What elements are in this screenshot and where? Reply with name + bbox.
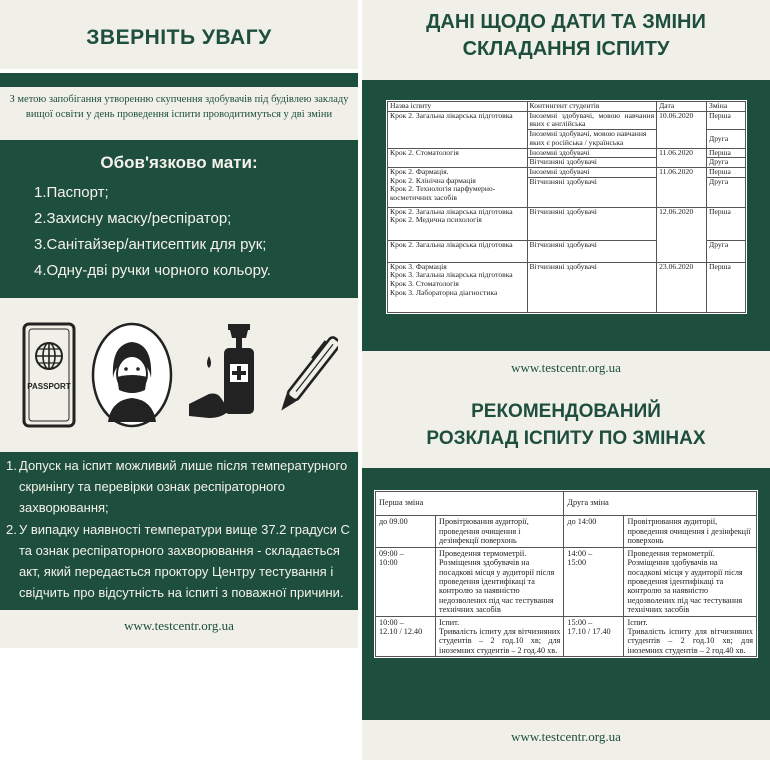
description-cell: Проведення термометрії. Розміщення здобувачів на посадкові місця у аудиторії після проведення ідентифікаці та контролю за наявністю недозволених під час тестування технічних засобів	[436, 547, 564, 616]
title-line: СКЛАДАННЯ ІСПИТУ	[462, 38, 670, 60]
note-text: У випадку наявності температури вище 37.2 градуси С та ознак респіраторного захворювання - складається акт, який передається проктору Центру тестування і свідчить про відсутність на іспиті з поважної причини.	[19, 522, 350, 600]
schedule-table-wrap	[374, 490, 758, 658]
exam-cell: Крок 2. Загальна лікарська підготовка Крок 2. Медична психологія	[388, 207, 528, 240]
note-number: 1.	[6, 458, 17, 473]
time-cell: 10:00 – 12.10 / 12.40	[376, 616, 436, 657]
website-url: www.testcentr.org.ua	[511, 729, 621, 744]
shift-cell: Перша	[707, 262, 746, 312]
note-number: 2.	[6, 522, 17, 537]
note-item	[6, 455, 354, 518]
contingent-cell: Вітчизняні здобувачі	[527, 262, 657, 312]
description-cell: Провітрювання аудиторії, проведення очищення і дезінфекції поверхонь	[624, 516, 757, 547]
shift-cell: Перша	[707, 148, 746, 158]
notes-box	[0, 452, 358, 610]
table-header-row	[376, 492, 757, 516]
exam-cell: Крок 2. Стоматологія	[388, 148, 528, 167]
title-line: ДАНІ ЩОДО ДАТИ ТА ЗМІНИ	[426, 11, 706, 33]
must-have-list	[34, 180, 271, 284]
schedule-band	[362, 468, 770, 720]
date-cell: 12.06.2020	[657, 207, 707, 262]
shift-cell: Перша	[707, 111, 746, 129]
time-cell: 14:00 – 15:00	[564, 547, 624, 616]
pen-icon	[280, 322, 338, 428]
list-item: 4.Одну-дві ручки чорного кольору.	[34, 262, 271, 279]
exam-cell: Крок 2. Фармація. Крок 2. Клінічна фармація Крок 2. Технологія парфумерно-косметичних засобів	[388, 168, 528, 208]
contingent-cell: Іноземні здобувачі, мовою навчання яких є англійська	[527, 111, 657, 129]
table-row	[388, 168, 746, 178]
date-cell: 10.06.2020	[657, 111, 707, 148]
contingent-cell: Іноземні здобувачі, мовою навчання яких є російська / українська	[527, 130, 657, 148]
time-cell: до 14:00	[564, 516, 624, 547]
date-cell: 11.06.2020	[657, 168, 707, 208]
header-cell: Перша зміна	[376, 492, 564, 516]
list-item: 1.Паспорт;	[34, 184, 109, 201]
table-row	[388, 262, 746, 312]
exam-cell: Крок 2. Загальна лікарська підготовка	[388, 111, 528, 148]
time-cell: 15:00 – 17.10 / 17.40	[564, 616, 624, 657]
intro-text: З метою запобігання утворенню скупчення здобувачів під будівлею закладу вищої освіти у день проведення іспити проводитимуться у дві зміни	[9, 94, 349, 121]
contingent-cell: Вітчизняні здобувачі	[527, 207, 657, 240]
shift-cell: Друга	[707, 177, 746, 207]
exam-dates-panel	[362, 0, 770, 388]
exam-dates-title	[362, 9, 770, 63]
header-cell: Друга зміна	[564, 492, 757, 516]
date-cell: 23.06.2020	[657, 262, 707, 312]
exam-dates-table-wrap	[386, 100, 747, 314]
passport-label: PASSPORT	[27, 382, 71, 391]
contingent-cell: Вітчизняні здобувачі	[527, 240, 657, 262]
divider	[0, 73, 358, 87]
header-cell: Контингент студентів	[527, 102, 657, 112]
table-row	[376, 547, 757, 616]
table-row	[376, 516, 757, 547]
shift-cell: Перша	[707, 207, 746, 240]
title-line: РОЗКЛАД ІСПИТУ ПО ЗМІНАХ	[426, 428, 706, 449]
title-line: РЕКОМЕНДОВАНИЙ	[471, 401, 661, 422]
header-cell: Зміна	[707, 102, 746, 112]
shift-cell: Друга	[707, 240, 746, 262]
contingent-cell: Вітчизняні здобувачі	[527, 177, 657, 207]
shift-cell: Перша	[707, 168, 746, 178]
description-cell: Провітрювання аудиторії, проведення очищення і дезінфекції поверхонь	[436, 516, 564, 547]
exam-cell: Крок 3. Фармація Крок 3. Загальна лікарська підготовка Крок 3. Стоматологія Крок 3. Лабораторна діагностика	[388, 262, 528, 312]
note-text: Допуск на іспит можливий лише після температурного скринінгу та перевірки ознак респіраторного захворювання;	[19, 458, 348, 515]
table-header-row	[388, 102, 746, 112]
attention-title: ЗВЕРНІТЬ УВАГУ	[0, 6, 358, 69]
date-cell: 11.06.2020	[657, 148, 707, 167]
contingent-cell: Іноземні здобувачі	[527, 148, 657, 158]
must-have-box	[0, 140, 358, 298]
shift-cell: Друга	[707, 130, 746, 148]
time-cell: до 09.00	[376, 516, 436, 547]
schedule-title	[362, 398, 770, 452]
mask-person-icon	[91, 322, 173, 428]
header-cell: Дата	[657, 102, 707, 112]
exam-dates-band	[362, 80, 770, 351]
list-item: 2.Захисну маску/респіратор;	[34, 210, 232, 227]
icons-row	[0, 322, 358, 430]
shift-cell: Друга	[707, 158, 746, 168]
note-item	[6, 519, 354, 603]
time-cell: 09:00 – 10:00	[376, 547, 436, 616]
contingent-cell: Іноземні здобувачі	[527, 168, 657, 178]
sanitizer-icon	[187, 322, 267, 428]
table-row	[388, 207, 746, 240]
description-cell: Іспит. Тривалість іспиту для вітчизняних студентів – 2 год.10 хв; для іноземних студентів – 2 год.40 хв.	[436, 616, 564, 657]
table-row	[388, 111, 746, 129]
schedule-panel	[362, 388, 770, 760]
header-cell: Назва іспиту	[388, 102, 528, 112]
passport-icon	[22, 322, 76, 428]
exam-cell: Крок 2. Загальна лікарська підготовка	[388, 240, 528, 262]
must-have-title: Обов'язково мати:	[100, 153, 258, 172]
exam-dates-table	[387, 101, 746, 313]
schedule-table	[375, 491, 757, 657]
website-url: www.testcentr.org.ua	[124, 618, 234, 633]
attention-panel	[0, 0, 358, 648]
website-url: www.testcentr.org.ua	[511, 360, 621, 375]
table-row	[376, 616, 757, 657]
description-cell: Іспит. Тривалість іспиту для вітчизняних студентів – 2 год.10 хв; для іноземних студентів – 2 год.40 хв.	[624, 616, 757, 657]
description-cell: Проведення термометрії. Розміщення здобувачів на посадкові місця у аудиторії після проведення ідентифікаці та контролю за наявністю недозволених під час тестування технічних засобів	[624, 547, 757, 616]
contingent-cell: Вітчизняні здобувачі	[527, 158, 657, 168]
list-item: 3.Санітайзер/антисептик для рук;	[34, 236, 267, 253]
